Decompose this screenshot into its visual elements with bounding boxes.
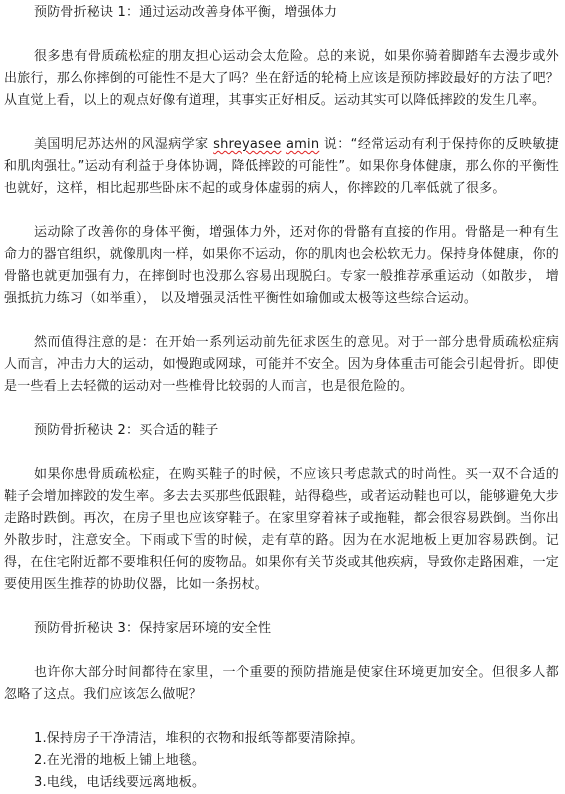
- spellcheck-name-1: shreyasee: [213, 137, 282, 152]
- spacer: [4, 706, 559, 728]
- list-item: 1.保持房子干净清洁，堆积的衣物和报纸等都要清除掉。: [34, 731, 364, 746]
- section-3-paragraph-1: 也许你大部分时间都待在家里，一个重要的预防措施是使家住环境更加安全。但很多人都忽略了这点。我们应该怎么做呢？: [4, 665, 559, 702]
- list-item: 3.电线，电话线要远离地板。: [34, 775, 206, 790]
- spacer: [4, 310, 559, 332]
- spacer: [4, 640, 559, 662]
- section-1-heading: 预防骨折秘诀 1：通过运动改善身体平衡，增强体力: [34, 5, 338, 20]
- spacer: [4, 200, 559, 222]
- spacer: [4, 442, 559, 464]
- section-3-heading: 预防骨折秘诀 3：保持家居环境的安全性: [34, 621, 272, 636]
- quote-intro-text: 美国明尼苏达州的风湿病学家: [34, 137, 214, 152]
- section-2-heading: 预防骨折秘诀 2：买合适的鞋子: [34, 423, 219, 438]
- spacer: [4, 112, 559, 134]
- section-1-paragraph-1: 很多患有骨质疏松症的朋友担心运动会太危险。总的来说，如果你骑着脚踏车去漫步或外出旅行，那么你摔倒的可能性不是大了吗？坐在舒适的轮椅上应该是预防摔跤最好的方法了吧？从直觉上看，以上的观点好像有道理，其事实正好相反。运动其实可以降低摔跤的发生几率。: [4, 49, 559, 108]
- section-1-paragraph-4: 然而值得注意的是：在开始一系列运动前先征求医生的意见。对于一部分患骨质疏松症病人而言，冲击力大的运动，如慢跑或网球，可能并不安全。因为身体重击可能会引起骨折。即使是一些看上去轻微的运动对一些椎骨比较弱的人而言，也是很危险的。: [4, 335, 559, 394]
- section-2-paragraph-1: 如果你患骨质疏松症，在购买鞋子的时候，不应该只考虑款式的时尚性。买一双不合适的鞋子会增加摔跤的发生率。多去去买那些低跟鞋，站得稳些，或者运动鞋也可以，能够避免大步走路时跌倒。再次，在房子里也应该穿鞋子。在家里穿着袜子或拖鞋，都会很容易跌倒。当你出外散步时，注意安全。下雨或下雪的时候，走有草的路。因为在水泥地板上更加容易跌倒。记得，在住宅附近都不要堆积任何的废物品。如果你有关节炎或其他疾病，导致你走路困难，一定要使用医生推荐的协助仪器，比如一条拐杖。: [4, 467, 559, 592]
- section-1-paragraph-3: 运动除了改善你的身体平衡，增强体力外，还对你的骨骼有直接的作用。骨骼是一种有生命力的器官组织，就像肌肉一样，如果你不运动，你的肌肉也会松软无力。保持身体健康，你的骨骼也就更加强有力，在摔倒时也没那么容易出现脱臼。专家一般推荐承重运动（如散步， 增强抵抗力练习（如举重）， 以及增强灵活性平衡性如瑜伽或太极等这些综合运动。: [4, 225, 559, 306]
- spacer: [4, 398, 559, 420]
- quote-body-text: 说：“经常运动有利于保持你的反映敏捷和肌肉强壮。”运动有利益于身体协调，降低摔跤的可能性”。如果你身体健康，那么你的平衡性也就好，这样，相比起那些卧床不起的或身体虚弱的病人，你摔跤的几率低就了很多。: [4, 137, 559, 196]
- spellcheck-name-2: amin: [285, 137, 320, 152]
- section-1-paragraph-2: [4, 134, 559, 200]
- spacer: [4, 24, 559, 46]
- spacer: [4, 596, 559, 618]
- safety-tips-list: [4, 728, 559, 794]
- list-item: 2.在光滑的地板上铺上地毯。: [34, 753, 206, 768]
